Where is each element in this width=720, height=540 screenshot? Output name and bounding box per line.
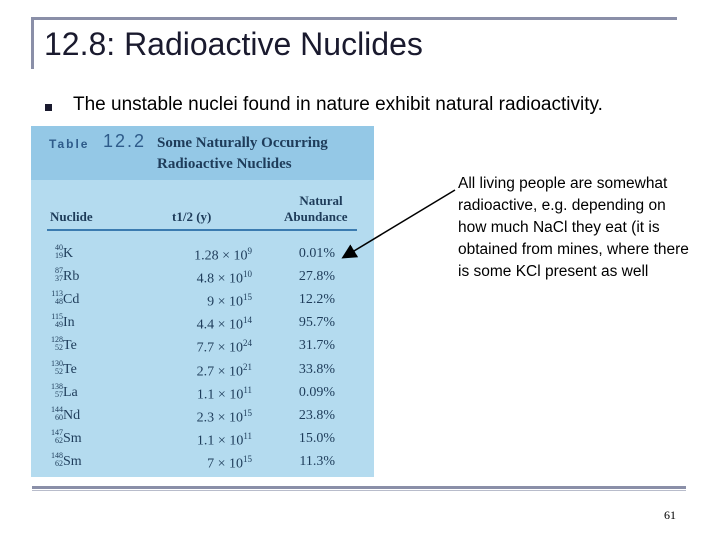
atomic-number: 37 (55, 274, 63, 284)
half-life-mantissa: 2.3 × 10 (196, 410, 243, 426)
abundance-cell: 95.7% (298, 315, 335, 331)
element-symbol: Sm (63, 430, 82, 446)
atomic-number: 19 (55, 251, 63, 260)
half-life-exponent: 11 (243, 430, 252, 441)
slide-title: 12.8: Radioactive Nuclides (44, 26, 423, 62)
annotation-note: All living people are somewhat radioactive, e.g. depending on how much NaCl they eat (it is obtained from mines, where there is some KCl present as well (458, 175, 689, 280)
element-symbol: In (63, 315, 75, 331)
half-life-mantissa: 2.7 × 10 (196, 364, 243, 380)
table-title-line1: Some Naturally Occurring (157, 135, 328, 151)
half-life-mantissa: 1.1 × 10 (196, 387, 244, 403)
atomic-number: 57 (55, 389, 63, 399)
mass-number: 130 (51, 358, 63, 368)
bullet-text: The unstable nuclei found in nature exhibit natural radioactivity. (73, 94, 603, 115)
element-symbol: Nd (63, 407, 81, 423)
element-symbol: Cd (63, 292, 80, 308)
half-life-exponent: 24 (243, 338, 252, 349)
mass-number: 87 (55, 266, 63, 276)
half-life-exponent: 14 (243, 315, 252, 326)
abundance-cell: 31.7% (298, 338, 335, 354)
slide-frame-bottom-thin (32, 490, 686, 491)
half-life-mantissa: 7 × 10 (207, 456, 243, 472)
abundance-cell: 11.3% (299, 453, 335, 469)
element-symbol: Rb (63, 269, 80, 285)
atomic-number: 52 (55, 343, 63, 353)
mass-number: 115 (51, 312, 63, 322)
atomic-number: 52 (55, 366, 63, 376)
atomic-number: 49 (55, 320, 63, 330)
half-life-mantissa: 4.4 × 10 (196, 317, 243, 333)
mass-number: 40 (55, 243, 63, 252)
mass-number: 144 (51, 404, 63, 414)
half-life-mantissa: 1.28 × 10 (194, 248, 248, 264)
atomic-number: 60 (55, 412, 63, 422)
table-title-line2: Radioactive Nuclides (157, 156, 292, 172)
mass-number: 148 (51, 450, 63, 460)
half-life-mantissa: 1.1 × 10 (196, 433, 244, 449)
abundance-cell: 15.0% (298, 430, 335, 446)
half-life-exponent: 21 (243, 361, 252, 372)
element-symbol: La (63, 384, 78, 400)
element-symbol: K (63, 246, 74, 261)
page-number: 61 (664, 508, 676, 522)
abundance-cell: 0.09% (298, 384, 335, 400)
abundance-cell: 0.01% (298, 246, 335, 261)
atomic-number: 62 (55, 435, 63, 445)
column-header-abundance-line2: Abundance (284, 209, 348, 224)
abundance-cell: 27.8% (298, 269, 335, 285)
half-life-exponent: 10 (243, 269, 252, 280)
half-life-exponent: 15 (243, 407, 252, 418)
half-life-mantissa: 7.7 × 10 (196, 341, 243, 357)
element-symbol: Sm (63, 453, 82, 469)
column-header-abundance-line1: Natural (299, 193, 343, 208)
table-label-word: Table (49, 137, 90, 151)
half-life-mantissa: 4.8 × 10 (196, 271, 243, 287)
atomic-number: 48 (55, 297, 63, 307)
table-label-number: 12.2 (103, 131, 147, 151)
atomic-number: 62 (55, 458, 63, 468)
column-header-nuclide: Nuclide (50, 209, 93, 224)
half-life-exponent: 15 (243, 453, 252, 464)
mass-number: 147 (51, 427, 63, 437)
mass-number: 113 (51, 289, 63, 299)
half-life-exponent: 9 (247, 246, 252, 256)
abundance-cell: 12.2% (298, 292, 335, 308)
half-life-mantissa: 9 × 10 (207, 294, 243, 310)
element-symbol: Te (63, 361, 77, 377)
element-symbol: Te (63, 338, 77, 354)
half-life-exponent: 15 (243, 292, 252, 303)
slide-frame-bottom (32, 486, 686, 489)
column-header-half-life: t1/2 (y) (172, 209, 212, 224)
abundance-cell: 23.8% (298, 407, 335, 423)
mass-number: 138 (51, 381, 63, 391)
mass-number: 128 (51, 335, 63, 345)
half-life-exponent: 11 (243, 384, 252, 395)
abundance-cell: 33.8% (298, 361, 335, 377)
